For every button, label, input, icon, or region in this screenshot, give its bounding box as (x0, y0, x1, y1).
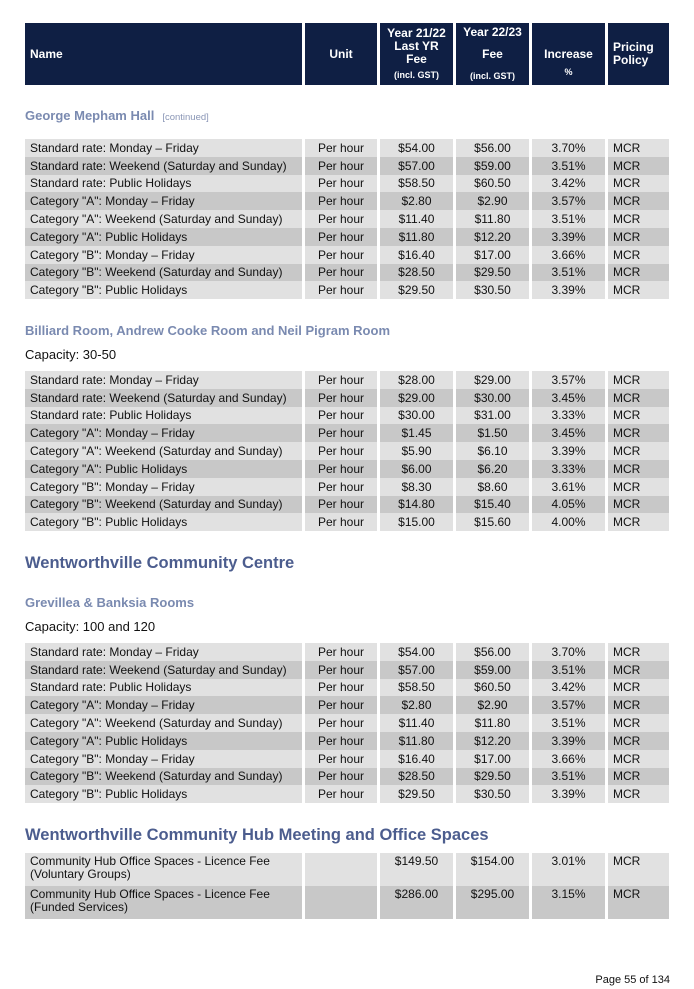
row-last-year-fee: $6.00 (380, 460, 453, 478)
row-fee: $30.00 (456, 389, 529, 407)
row-name: Standard rate: Weekend (Saturday and Sunday) (25, 157, 302, 175)
row-pricing-policy: MCR (608, 228, 669, 246)
row-increase: 4.05% (532, 496, 605, 514)
row-increase: 3.01% (532, 853, 605, 886)
row-pricing-policy: MCR (608, 210, 669, 228)
row-pricing-policy: MCR (608, 460, 669, 478)
table-row (25, 886, 669, 919)
row-unit: Per hour (305, 750, 377, 768)
row-pricing-policy: MCR (608, 785, 669, 803)
table-row (25, 210, 669, 228)
row-unit: Per hour (305, 442, 377, 460)
fee-table-billiard-room (22, 371, 672, 531)
row-increase: 3.39% (532, 732, 605, 750)
row-pricing-policy: MCR (608, 886, 669, 919)
row-name: Category "B": Monday – Friday (25, 750, 302, 768)
row-increase: 3.33% (532, 407, 605, 425)
row-name: Category "A": Weekend (Saturday and Sunday) (25, 442, 302, 460)
row-pricing-policy: MCR (608, 496, 669, 514)
row-increase: 3.51% (532, 714, 605, 732)
table-row (25, 853, 669, 886)
row-increase: 3.70% (532, 139, 605, 157)
row-last-year-fee: $11.40 (380, 210, 453, 228)
row-pricing-policy: MCR (608, 139, 669, 157)
row-fee: $12.20 (456, 732, 529, 750)
row-name: Standard rate: Weekend (Saturday and Sunday) (25, 389, 302, 407)
row-increase: 3.39% (532, 442, 605, 460)
table-row (25, 661, 669, 679)
table-row (25, 750, 669, 768)
row-increase: 3.45% (532, 389, 605, 407)
row-last-year-fee: $57.00 (380, 157, 453, 175)
row-unit: Per hour (305, 460, 377, 478)
row-fee: $295.00 (456, 886, 529, 919)
row-unit (305, 886, 377, 919)
table-row (25, 389, 669, 407)
row-fee: $30.50 (456, 281, 529, 299)
row-increase: 3.51% (532, 157, 605, 175)
table-row (25, 768, 669, 786)
row-fee: $6.10 (456, 442, 529, 460)
row-pricing-policy: MCR (608, 407, 669, 425)
row-unit: Per hour (305, 210, 377, 228)
row-name: Category "B": Monday – Friday (25, 246, 302, 264)
row-unit: Per hour (305, 139, 377, 157)
row-fee: $1.50 (456, 424, 529, 442)
row-pricing-policy: MCR (608, 714, 669, 732)
row-last-year-fee: $16.40 (380, 246, 453, 264)
table-row (25, 460, 669, 478)
header-increase-line1: Increase (544, 46, 593, 61)
header-last-year: Year 21/22 (387, 25, 446, 40)
row-name: Category "B": Public Holidays (25, 513, 302, 531)
row-last-year-fee: $8.30 (380, 478, 453, 496)
header-policy-line1: Pricing (613, 40, 654, 54)
header-last-year-fee (380, 23, 453, 85)
row-unit: Per hour (305, 513, 377, 531)
row-unit: Per hour (305, 768, 377, 786)
row-fee: $59.00 (456, 661, 529, 679)
fee-table-grevillea-banksia (22, 643, 672, 803)
row-unit: Per hour (305, 424, 377, 442)
row-last-year-fee: $29.50 (380, 281, 453, 299)
row-pricing-policy: MCR (608, 281, 669, 299)
row-unit: Per hour (305, 696, 377, 714)
fee-table-community-hub (22, 853, 672, 919)
row-name: Standard rate: Public Holidays (25, 175, 302, 193)
row-increase: 3.51% (532, 768, 605, 786)
row-unit: Per hour (305, 157, 377, 175)
row-increase: 3.66% (532, 246, 605, 264)
row-last-year-fee: $11.80 (380, 732, 453, 750)
table-row (25, 643, 669, 661)
capacity-label: Capacity: 100 and 120 (25, 619, 156, 634)
row-pricing-policy: MCR (608, 371, 669, 389)
row-unit: Per hour (305, 264, 377, 282)
row-increase: 3.57% (532, 192, 605, 210)
row-pricing-policy: MCR (608, 679, 669, 697)
table-row (25, 442, 669, 460)
row-name: Standard rate: Monday – Friday (25, 139, 302, 157)
row-fee: $60.50 (456, 679, 529, 697)
table-row (25, 513, 669, 531)
table-row (25, 714, 669, 732)
row-pricing-policy: MCR (608, 424, 669, 442)
row-last-year-fee: $11.80 (380, 228, 453, 246)
row-fee: $15.40 (456, 496, 529, 514)
header-unit: Unit (305, 23, 377, 85)
row-pricing-policy: MCR (608, 661, 669, 679)
table-row (25, 371, 669, 389)
table-row (25, 157, 669, 175)
row-unit: Per hour (305, 371, 377, 389)
row-fee: $60.50 (456, 175, 529, 193)
row-pricing-policy: MCR (608, 750, 669, 768)
row-increase: 3.39% (532, 228, 605, 246)
row-unit: Per hour (305, 785, 377, 803)
section-heading: Wentworthville Community Centre (25, 554, 295, 572)
row-unit: Per hour (305, 496, 377, 514)
row-last-year-fee: $58.50 (380, 679, 453, 697)
row-last-year-fee: $2.80 (380, 192, 453, 210)
row-increase: 3.39% (532, 281, 605, 299)
row-name: Category "B": Public Holidays (25, 281, 302, 299)
row-name: Category "A": Weekend (Saturday and Sunday) (25, 210, 302, 228)
row-last-year-fee: $54.00 (380, 643, 453, 661)
row-unit: Per hour (305, 478, 377, 496)
table-row (25, 407, 669, 425)
row-pricing-policy: MCR (608, 389, 669, 407)
row-name: Standard rate: Public Holidays (25, 679, 302, 697)
row-increase: 3.42% (532, 175, 605, 193)
row-unit: Per hour (305, 192, 377, 210)
header-increase (532, 23, 605, 85)
row-pricing-policy: MCR (608, 157, 669, 175)
row-pricing-policy: MCR (608, 478, 669, 496)
table-row (25, 139, 669, 157)
subheading-text: George Mepham Hall (25, 108, 155, 123)
row-fee: $11.80 (456, 210, 529, 228)
row-increase: 3.33% (532, 460, 605, 478)
row-increase: 3.39% (532, 785, 605, 803)
row-last-year-fee: $14.80 (380, 496, 453, 514)
row-increase: 3.15% (532, 886, 605, 919)
row-fee: $2.90 (456, 192, 529, 210)
row-pricing-policy: MCR (608, 442, 669, 460)
row-fee: $11.80 (456, 714, 529, 732)
row-increase: 3.45% (532, 424, 605, 442)
row-last-year-fee: $28.50 (380, 264, 453, 282)
row-last-year-fee: $2.80 (380, 696, 453, 714)
row-last-year-fee: $5.90 (380, 442, 453, 460)
row-unit: Per hour (305, 389, 377, 407)
row-unit: Per hour (305, 407, 377, 425)
row-last-year-fee: $28.00 (380, 371, 453, 389)
row-increase: 3.66% (532, 750, 605, 768)
header-name: Name (25, 23, 302, 85)
row-fee: $31.00 (456, 407, 529, 425)
section-heading: Wentworthville Community Hub Meeting and Office Spaces (25, 826, 489, 844)
table-header (22, 23, 672, 85)
row-fee: $30.50 (456, 785, 529, 803)
header-increase-note: % (564, 66, 573, 77)
row-fee: $17.00 (456, 246, 529, 264)
header-fee-year: Year 22/23 (463, 24, 522, 39)
row-pricing-policy: MCR (608, 696, 669, 714)
row-name: Category "B": Public Holidays (25, 785, 302, 803)
row-last-year-fee: $286.00 (380, 886, 453, 919)
row-fee: $15.60 (456, 513, 529, 531)
continued-label: [continued] (162, 112, 209, 123)
row-name: Category "A": Public Holidays (25, 732, 302, 750)
row-name: Category "B": Weekend (Saturday and Sunday) (25, 496, 302, 514)
row-unit: Per hour (305, 661, 377, 679)
row-fee: $56.00 (456, 643, 529, 661)
header-pricing-policy (608, 23, 669, 85)
row-name: Category "B": Weekend (Saturday and Sunday) (25, 768, 302, 786)
row-fee: $29.00 (456, 371, 529, 389)
capacity-label: Capacity: 30-50 (25, 347, 117, 362)
table-row (25, 228, 669, 246)
row-name: Standard rate: Weekend (Saturday and Sunday) (25, 661, 302, 679)
row-increase: 3.51% (532, 264, 605, 282)
row-fee: $29.50 (456, 768, 529, 786)
row-name: Community Hub Office Spaces - Licence Fee (Voluntary Groups) (25, 853, 302, 886)
row-unit: Per hour (305, 679, 377, 697)
row-last-year-fee: $28.50 (380, 768, 453, 786)
row-pricing-policy: MCR (608, 513, 669, 531)
row-last-year-fee: $149.50 (380, 853, 453, 886)
table-row (25, 424, 669, 442)
table-row (25, 281, 669, 299)
section-subheading (25, 108, 209, 123)
row-name: Category "B": Weekend (Saturday and Sunday) (25, 264, 302, 282)
row-increase: 3.61% (532, 478, 605, 496)
row-pricing-policy: MCR (608, 768, 669, 786)
row-pricing-policy: MCR (608, 643, 669, 661)
row-pricing-policy: MCR (608, 246, 669, 264)
row-unit (305, 853, 377, 886)
row-name: Standard rate: Monday – Friday (25, 643, 302, 661)
row-last-year-fee: $16.40 (380, 750, 453, 768)
row-name: Category "A": Monday – Friday (25, 424, 302, 442)
row-last-year-fee: $57.00 (380, 661, 453, 679)
row-last-year-fee: $15.00 (380, 513, 453, 531)
row-increase: 4.00% (532, 513, 605, 531)
row-fee: $56.00 (456, 139, 529, 157)
section-subheading: Grevillea & Banksia Rooms (25, 595, 195, 610)
table-row (25, 246, 669, 264)
row-fee: $2.90 (456, 696, 529, 714)
table-row (25, 696, 669, 714)
fee-table-george-mepham-hall (22, 139, 672, 299)
table-row (25, 496, 669, 514)
row-pricing-policy: MCR (608, 175, 669, 193)
row-fee: $8.60 (456, 478, 529, 496)
table-row (25, 175, 669, 193)
table-row (25, 264, 669, 282)
row-unit: Per hour (305, 228, 377, 246)
row-last-year-fee: $54.00 (380, 139, 453, 157)
table-row (25, 785, 669, 803)
row-name: Category "A": Monday – Friday (25, 192, 302, 210)
row-last-year-fee: $1.45 (380, 424, 453, 442)
header-last-note: (incl. GST) (394, 69, 439, 80)
row-last-year-fee: $58.50 (380, 175, 453, 193)
row-name: Standard rate: Public Holidays (25, 407, 302, 425)
table-row (25, 192, 669, 210)
row-unit: Per hour (305, 714, 377, 732)
row-unit: Per hour (305, 281, 377, 299)
row-unit: Per hour (305, 643, 377, 661)
row-fee: $12.20 (456, 228, 529, 246)
row-last-year-fee: $30.00 (380, 407, 453, 425)
row-unit: Per hour (305, 175, 377, 193)
row-fee: $29.50 (456, 264, 529, 282)
row-pricing-policy: MCR (608, 264, 669, 282)
row-name: Category "A": Public Holidays (25, 228, 302, 246)
row-name: Category "A": Weekend (Saturday and Sunday) (25, 714, 302, 732)
row-name: Category "A": Public Holidays (25, 460, 302, 478)
section-subheading: Billiard Room, Andrew Cooke Room and Neil Pigram Room (25, 323, 391, 338)
row-increase: 3.42% (532, 679, 605, 697)
row-last-year-fee: $29.00 (380, 389, 453, 407)
row-name: Standard rate: Monday – Friday (25, 371, 302, 389)
row-fee: $6.20 (456, 460, 529, 478)
header-fee (456, 23, 529, 85)
row-fee: $59.00 (456, 157, 529, 175)
table-row (25, 478, 669, 496)
row-unit: Per hour (305, 732, 377, 750)
header-last-line2: Fee (406, 51, 427, 66)
header-fee-note: (incl. GST) (470, 70, 515, 81)
header-last-line1: Last YR (394, 38, 439, 53)
row-increase: 3.57% (532, 696, 605, 714)
table-row (25, 732, 669, 750)
row-last-year-fee: $29.50 (380, 785, 453, 803)
row-fee: $17.00 (456, 750, 529, 768)
row-pricing-policy: MCR (608, 192, 669, 210)
page-number: Page 55 of 134 (595, 974, 670, 986)
table-row (25, 679, 669, 697)
header-fee-line1: Fee (482, 46, 503, 61)
row-increase: 3.70% (532, 643, 605, 661)
row-pricing-policy: MCR (608, 853, 669, 886)
row-name: Category "A": Monday – Friday (25, 696, 302, 714)
row-increase: 3.51% (532, 210, 605, 228)
row-last-year-fee: $11.40 (380, 714, 453, 732)
row-fee: $154.00 (456, 853, 529, 886)
header-policy-line2: Policy (613, 53, 649, 67)
row-unit: Per hour (305, 246, 377, 264)
row-increase: 3.57% (532, 371, 605, 389)
row-increase: 3.51% (532, 661, 605, 679)
row-name: Community Hub Office Spaces - Licence Fee (Funded Services) (25, 886, 302, 919)
row-pricing-policy: MCR (608, 732, 669, 750)
row-name: Category "B": Monday – Friday (25, 478, 302, 496)
